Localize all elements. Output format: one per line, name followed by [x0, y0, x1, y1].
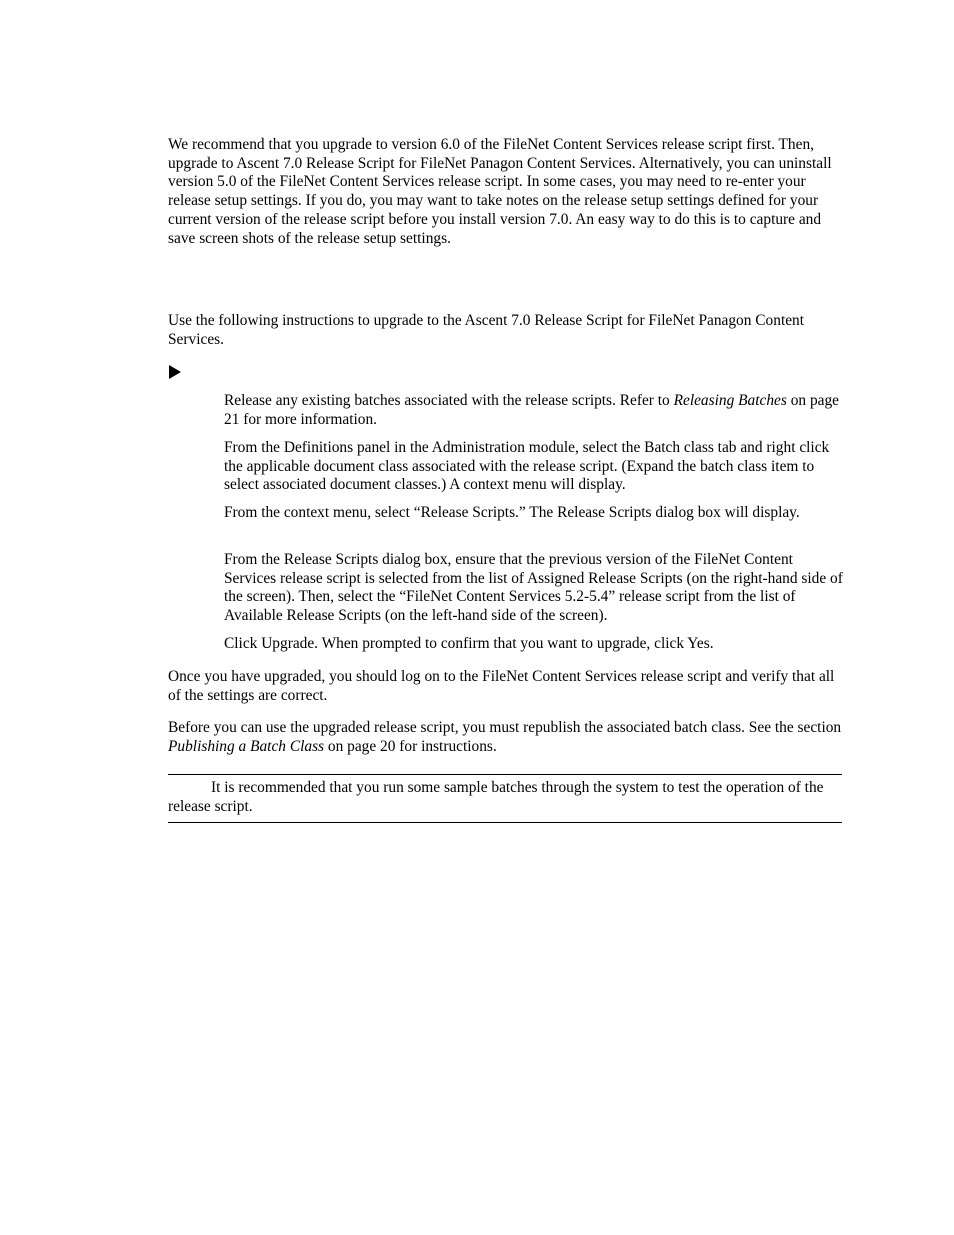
publishing-batch-class-reference: Publishing a Batch Class [168, 737, 325, 755]
republish-paragraph [168, 719, 848, 756]
republish-text-after: on page 20 for instructions. [324, 737, 497, 755]
arrow-right-icon [169, 365, 181, 379]
intro-paragraph: We recommend that you upgrade to version 6.0 of the FileNet Content Services release script first. Then, upgrade to Ascent 7.0 Release Script for FileNet Panagon Content Services. Alternatively, you can uninstall version 5.0 of the FileNet Content Services release script. In some cases, you may need to re-enter your release setup settings. If you do, you may want to take notes on the release setup settings defined for your current version of the release script before you install version 7.0. An easy way to do this is to capture and save screen shots of the release setup settings. [168, 136, 832, 247]
republish-text-before: Before you can use the upgraded release script, you must republish the associated batch class. See the section [168, 719, 842, 736]
note-text: It is recommended that you run some sample batches through the system to test the operation of the release script. [168, 779, 824, 815]
step-1 [224, 392, 844, 429]
step-1-text-after: on page 21 for more information. [224, 392, 839, 428]
step-4: From the Release Scripts dialog box, ensure that the previous version of the FileNet Content Services release script is selected from the list of Assigned Release Scripts (on the right-hand side of the screen). Then, select the “FileNet Content Services 5.2-5.4” release script from the list of Available Release Scripts (on the left-hand side of the screen). [224, 551, 843, 625]
step-3: From the context menu, select “Release Scripts.” The Release Scripts dialog box will display. [224, 504, 800, 521]
step-5: Click Upgrade. When prompted to confirm that you want to upgrade, click Yes. [224, 635, 714, 652]
after-upgrade-paragraph: Once you have upgraded, you should log on to the FileNet Content Services release script and verify that all of the settings are correct. [168, 668, 835, 704]
note-top-rule [168, 774, 842, 775]
note-bottom-rule [168, 822, 842, 823]
instructions-paragraph: Use the following instructions to upgrade to the Ascent 7.0 Release Script for FileNet Panagon Content Services. [168, 312, 805, 348]
step-1-text-before: Release any existing batches associated with the release scripts. Refer to [224, 392, 674, 409]
step-2: From the Definitions panel in the Administration module, select the Batch class tab and right click the applicable document class associated with the release script. (Expand the batch class item to select associated document classes.) A context menu will display. [224, 439, 830, 494]
releasing-batches-reference: Releasing Batches [673, 392, 787, 409]
